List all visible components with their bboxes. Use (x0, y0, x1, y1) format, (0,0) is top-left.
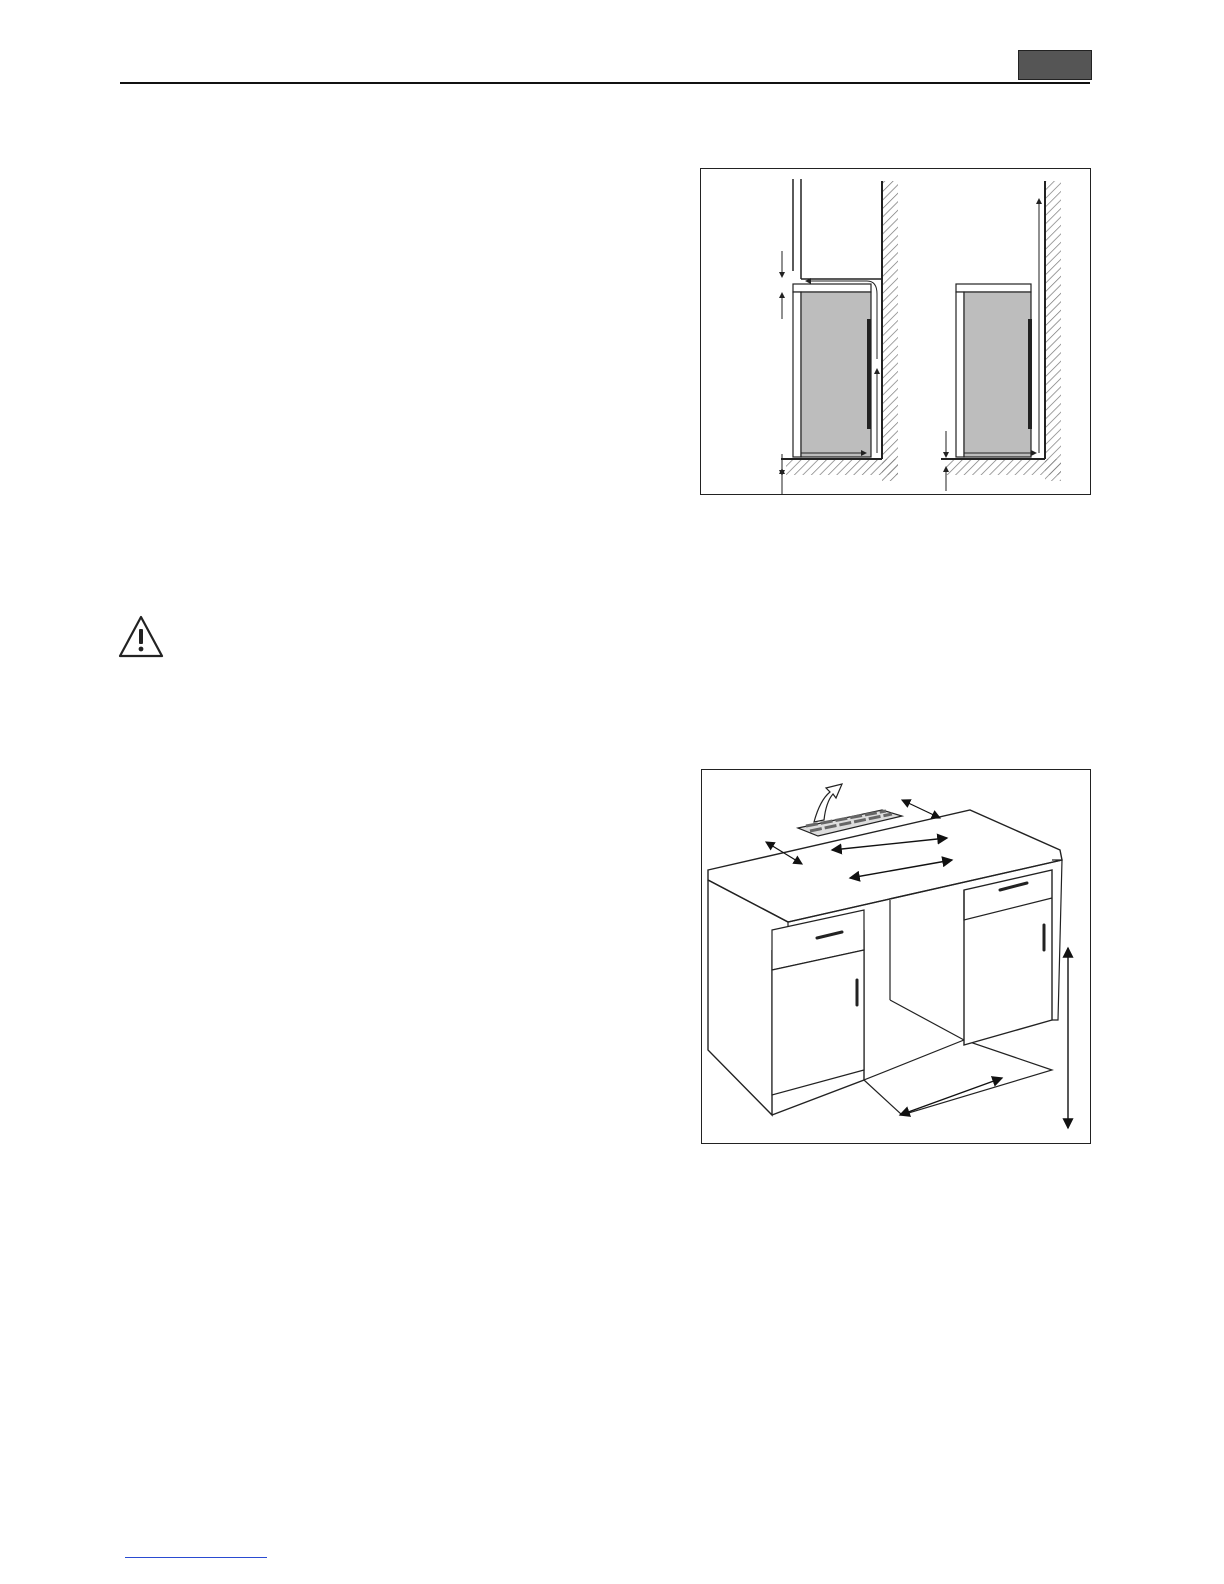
ventilation-clearance-figure (700, 168, 1091, 495)
airflow-arrow (814, 784, 842, 822)
wall-hatch (882, 181, 898, 481)
right-cabinet (964, 870, 1052, 1045)
floor-hatch (786, 459, 898, 475)
undercounter-installation-figure (701, 769, 1091, 1144)
ventilation-clearance-diagram (701, 169, 1090, 494)
appliance-top (793, 284, 871, 292)
section-tab (1018, 50, 1092, 80)
footer-link-underline[interactable] (125, 1557, 267, 1558)
warning-triangle-icon (117, 614, 165, 665)
appliance-side (793, 292, 801, 457)
door-handle (867, 319, 871, 429)
left-cabinet (708, 880, 772, 1115)
recess-floor (864, 1040, 1052, 1115)
header-divider (120, 82, 1090, 84)
appliance-body (801, 292, 871, 457)
undercounter-installation-diagram (702, 770, 1090, 1143)
